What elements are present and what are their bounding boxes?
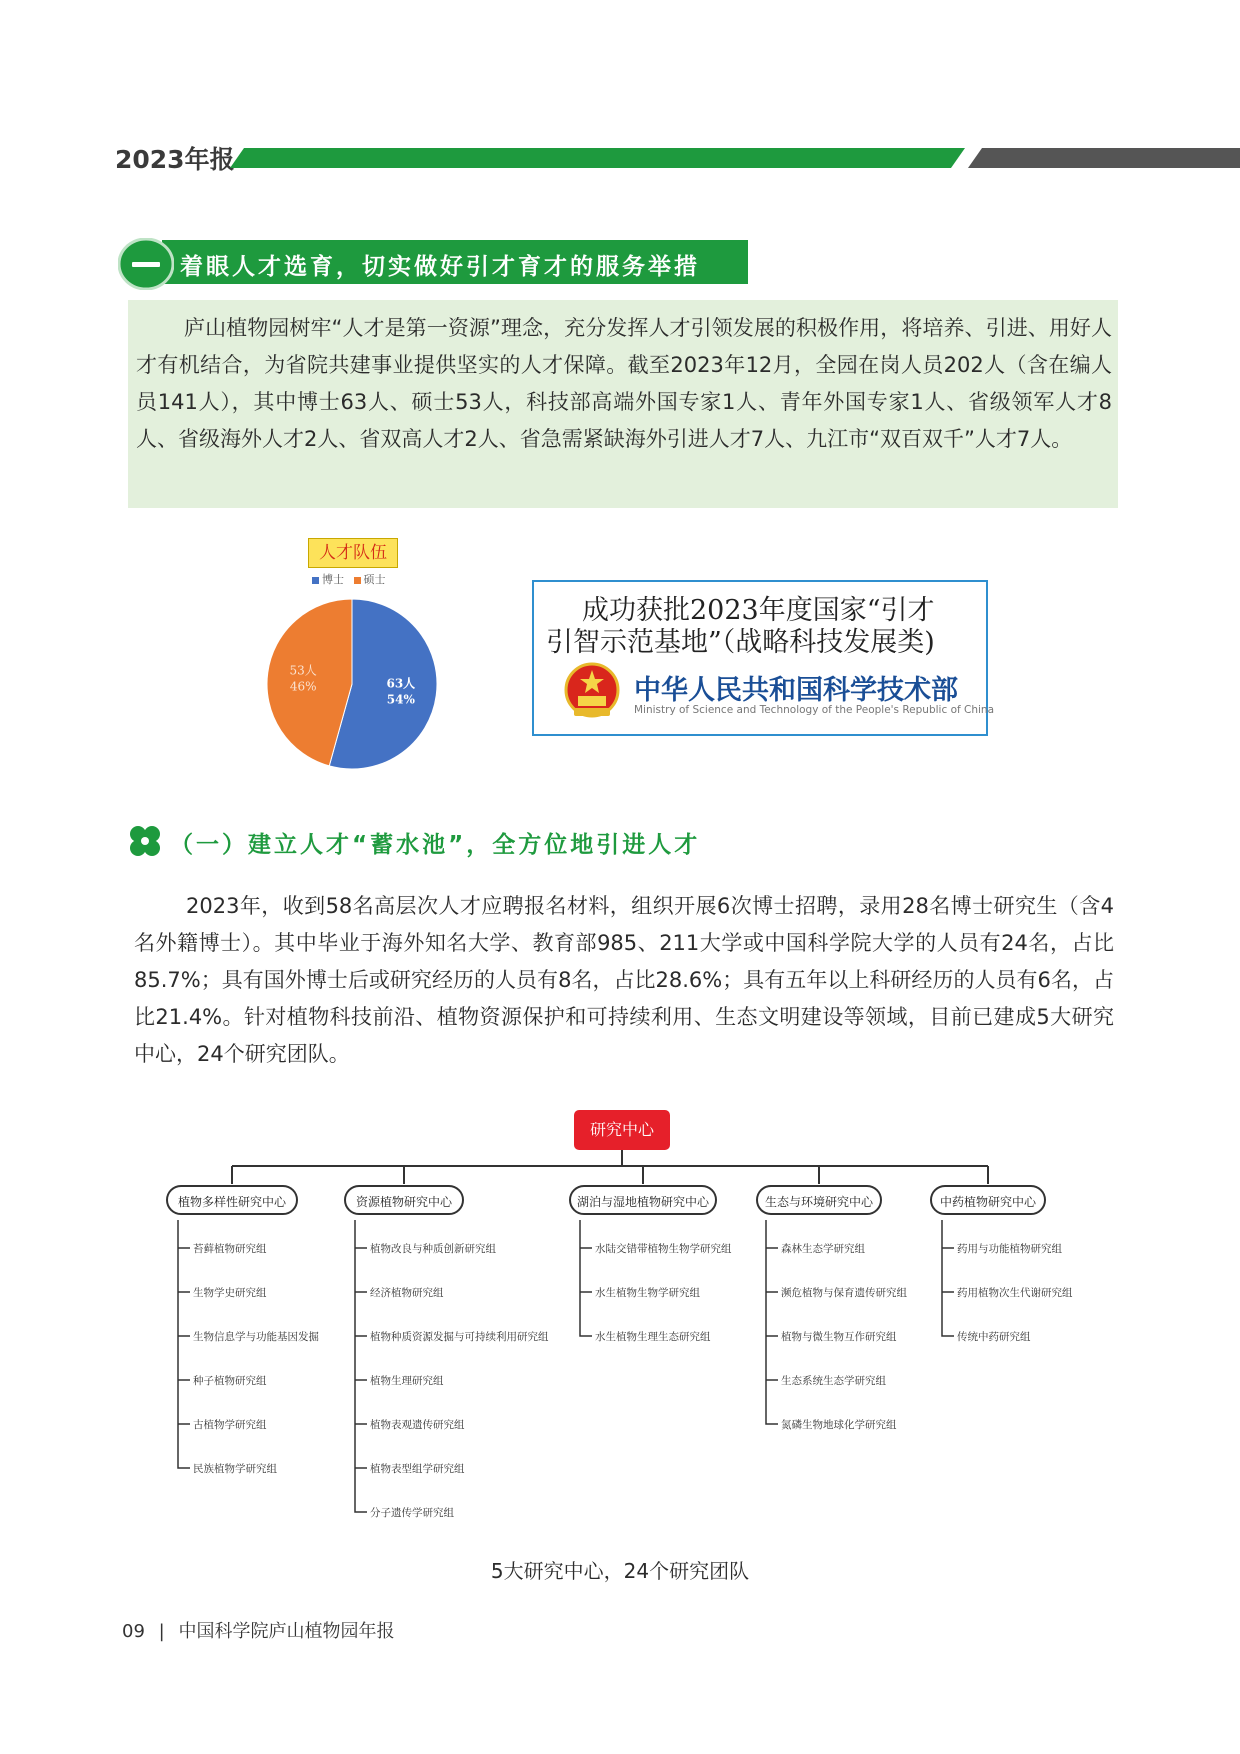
group-item: 生态系统生态学研究组: [781, 1375, 886, 1387]
center-lake-wetland: 湖泊与湿地植物研究中心: [569, 1185, 717, 1215]
center-medicinal-plants: 中药植物研究中心: [930, 1185, 1046, 1215]
pie-label-count-1: 53人: [289, 663, 317, 678]
section-title: 着眼人才选育，切实做好引才育才的服务举措: [180, 254, 700, 280]
legend-label-phd: 博士: [322, 573, 344, 586]
award-box: [532, 580, 995, 736]
chart-title: 人才队伍: [308, 538, 398, 568]
clover-icon: [126, 822, 164, 860]
pie-label-count-0: 63人: [386, 676, 416, 691]
national-emblem-icon: [564, 662, 620, 722]
header-decor-bar: [230, 148, 1240, 168]
ministry-name-cn: 中华人民共和国科学技术部: [634, 675, 958, 706]
award-line-2: 引智示范基地”（战略科技发展类): [546, 627, 935, 658]
intro-paragraph: 庐山植物园树牢“人才是第一资源”理念，充分发挥人才引领发展的积极作用，将培养、引进、用好人才有机结合，为省院共建事业提供坚实的人才保障。截至2023年12月，全园在岗人员202人（含在编人员141人），其中博士63人、硕士53人，科技部高端外国专家1人、青年外国专家1人、省级领军人才8人、省级海外人才2人、省双高人才2人、省急需紧缺海外引进人才7人、九江市“双百双千”人才7人。: [136, 316, 1112, 451]
group-item: 水生植物生理生态研究组: [595, 1331, 711, 1343]
group-item: 水陆交错带植物生物学研究组: [595, 1243, 732, 1255]
group-item: 苔藓植物研究组: [193, 1243, 267, 1255]
group-item: 种子植物研究组: [193, 1375, 267, 1387]
group-item: 民族植物学研究组: [193, 1463, 277, 1475]
group-item: 森林生态学研究组: [781, 1243, 865, 1255]
pie-label-percent-0: 54%: [386, 692, 415, 707]
group-item: 经济植物研究组: [370, 1287, 444, 1299]
center-plant-diversity: 植物多样性研究中心: [166, 1185, 298, 1215]
group-item: 植物改良与种质创新研究组: [370, 1243, 496, 1255]
center-ecology-environment: 生态与环境研究中心: [756, 1185, 882, 1215]
subsection-title: （一）建立人才“蓄水池”，全方位地引进人才: [170, 832, 701, 858]
legend-label-master: 硕士: [363, 573, 386, 586]
page-number: 09: [122, 1621, 145, 1642]
org-chart-caption: 5大研究中心，24个研究团队: [490, 1559, 750, 1583]
group-item: 植物表型组学研究组: [370, 1463, 465, 1475]
group-item: 植物种质资源发掘与可持续利用研究组: [370, 1331, 549, 1343]
chart-legend: [312, 571, 386, 587]
page-footer: [122, 1617, 394, 1643]
group-item: 古植物学研究组: [193, 1419, 267, 1431]
group-item: 植物生理研究组: [370, 1375, 444, 1387]
group-item: 植物表观遗传研究组: [370, 1419, 465, 1431]
ministry-name-en: Ministry of Science and Technology of the People's Republic of China: [634, 704, 995, 716]
group-item: 水生植物生物学研究组: [595, 1287, 700, 1299]
publication-name: 中国科学院庐山植物园年报: [178, 1621, 395, 1642]
center-resource-plants: 资源植物研究中心: [344, 1185, 464, 1215]
subsection-paragraph: 2023年，收到58名高层次人才应聘报名材料，组织开展6次博士招聘，录用28名博士研究生（含4名外籍博士）。其中毕业于海外知名大学、教育部985、211大学或中国科学院大学的人员有24名，占比85.7%；具有国外博士后或研究经历的人员有8名，占比28.6%；具有五年以上科研经历的人员有6名，占比21.4%。针对植物科技前沿、植物资源保护和可持续利用、生态文明建设等领域，目前已建成5大研究中心，24个研究团队。: [134, 894, 1114, 1066]
pie-label-percent-1: 46%: [289, 679, 317, 694]
report-year-title: 2023年报: [115, 145, 235, 174]
group-item: 分子遗传学研究组: [370, 1507, 454, 1519]
award-line-1: 成功获批2023年度国家“引才: [582, 595, 935, 626]
group-item: 药用植物次生代谢研究组: [957, 1287, 1073, 1299]
talent-pie-chart: [262, 594, 442, 774]
legend-swatch-master: [354, 577, 361, 584]
org-root-node: 研究中心: [574, 1110, 670, 1150]
section-number-badge: [118, 238, 174, 290]
group-item: 传统中药研究组: [957, 1331, 1031, 1343]
group-item: 生物学史研究组: [193, 1287, 267, 1299]
group-item: 氮磷生物地球化学研究组: [781, 1419, 897, 1431]
group-item: 生物信息学与功能基因发掘: [193, 1331, 319, 1343]
legend-swatch-phd: [312, 577, 319, 584]
footer-separator: |: [158, 1621, 165, 1642]
group-item: 植物与微生物互作研究组: [781, 1331, 897, 1343]
group-item: 药用与功能植物研究组: [957, 1243, 1062, 1255]
group-item: 濒危植物与保育遗传研究组: [781, 1287, 907, 1299]
org-chart-connectors: [0, 1100, 1240, 1520]
